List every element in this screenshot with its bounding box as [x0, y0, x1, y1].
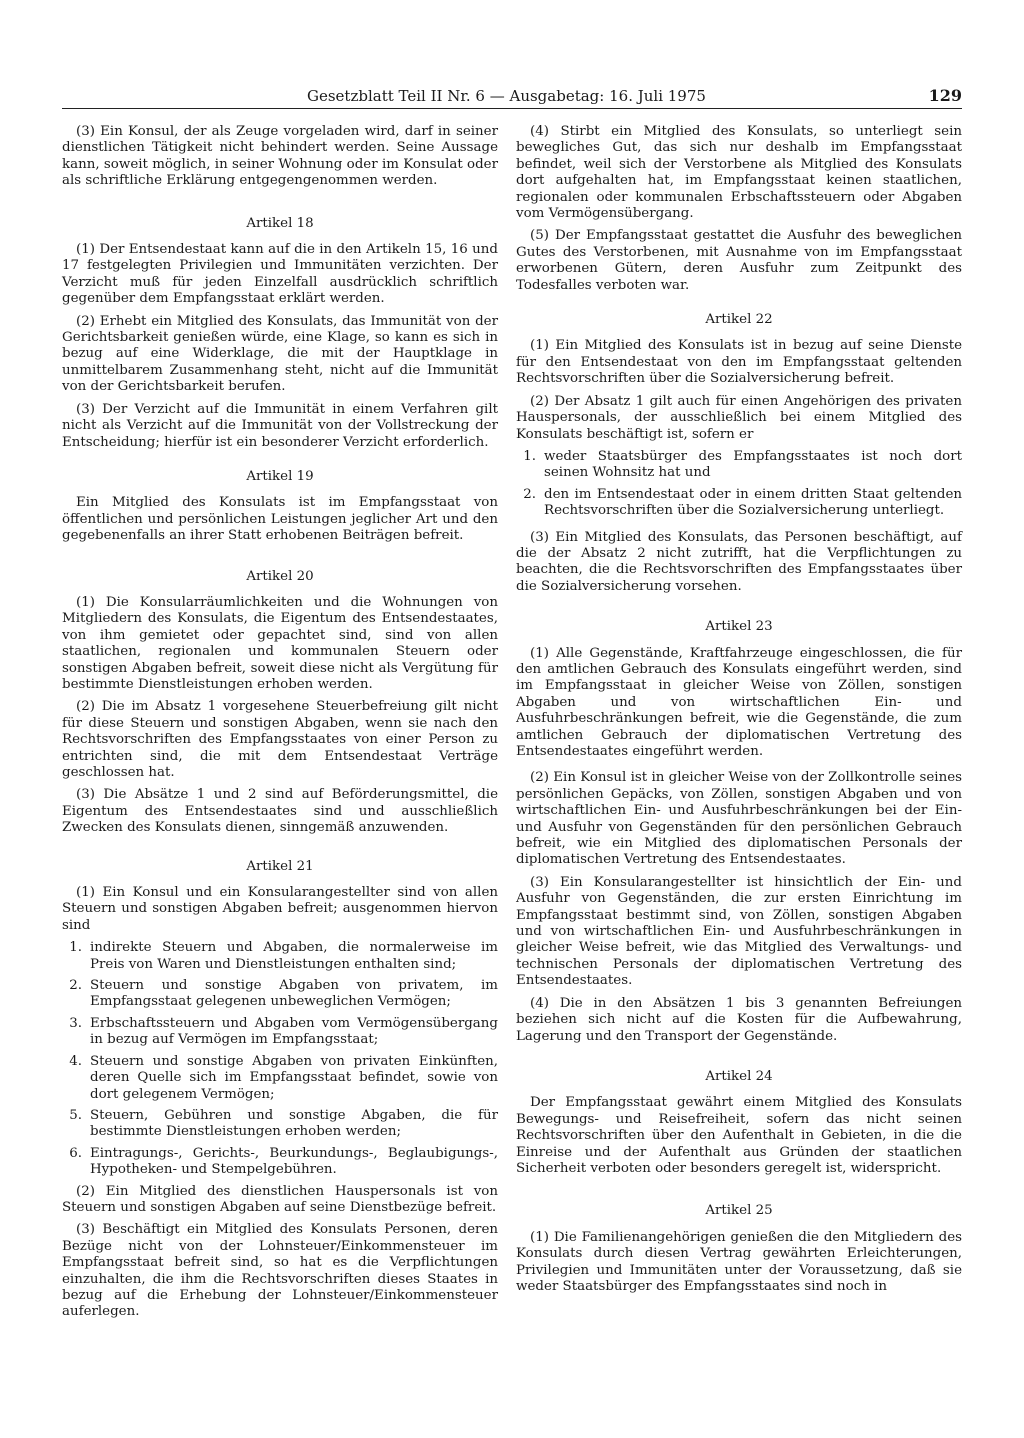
page-header	[62, 86, 962, 109]
list-item	[62, 978, 498, 1011]
article-22-heading: Artikel 22	[705, 312, 773, 328]
article-25-paragraph-1: (1) Die Familienangehörigen genießen die den Mitgliedern des Konsulats durch diesen Vertrag gewährten Erleichterungen, Privilegien und Immunitäten unter der Voraussetzung, daß sie weder Staatsbürger des Empfangsstaates sind noch in	[516, 1229, 962, 1294]
article-23-paragraph-3: (3) Ein Konsularangestellter ist hinsichtlich der Ein- und Ausfuhr von Gegenständen, die zur ersten Einrichtung im Empfangsstaat bestimmt sind, von Zöllen, sonstigen Abgaben und von wirtschaftlichen Ein- und Ausfuhrbeschränkungen in gleicher Weise befreit, wie das Mitglied des Verwaltungs- und technischen Personals der diplomatischen Vertretung des Entsendestaates.	[516, 874, 962, 989]
list-item-text: weder Staatsbürger des Empfangsstaates ist noch dort seinen Wohnsitz hat und	[544, 448, 962, 481]
article-23-paragraph-4: (4) Die in den Absätzen 1 bis 3 genannten Befreiungen beziehen sich nicht auf die Kosten für die Aufbewahrung, Lagerung und den Transport der Gegenstände.	[516, 995, 962, 1044]
article-23-paragraph-2: (2) Ein Konsul ist in gleicher Weise von der Zollkontrolle seines persönlichen Gepäcks, von Zöllen, sonstigen Abgaben und von wirtschaftlichen Ein- und Ausfuhrbeschränkungen bei der Ein- und Ausfuhr von Gegenständen für den persönlichen Gebrauch befreit, wie ein Mitglied des diplomatischen Personals der diplomatischen Vertretung des Entsendestaates.	[516, 770, 962, 868]
page-number: 129	[928, 86, 962, 105]
article-21-paragraph-2: (2) Ein Mitglied des dienstlichen Hauspersonals ist von Steuern und sonstigen Abgaben auf seine Dienstbezüge befreit.	[62, 1183, 498, 1215]
list-item	[62, 1016, 498, 1049]
list-item-text: den im Entsendestaat oder in einem dritten Staat geltenden Rechtsvorschriften über die Sozialversicherung unterliegt.	[544, 486, 962, 519]
list-item-text: Steuern, Gebühren und sonstige Abgaben, die für bestimmte Dienstleistungen erhoben werden;	[90, 1107, 498, 1140]
article-22-paragraph-3: (3) Ein Mitglied des Konsulats, das Personen beschäftigt, auf die der Absatz 2 nicht zutrifft, hat die Verpflichtungen zu beachten, die die Rechtsvorschriften des Empfangsstaates über die Sozialversicherung vorsehen.	[516, 529, 962, 594]
article-21-heading: Artikel 21	[246, 858, 314, 874]
article-21-paragraph-3: (3) Beschäftigt ein Mitglied des Konsulats Personen, deren Bezüge nicht von der Lohnsteuer/Einkommensteuer im Empfangsstaat befreit sind, so hat es die Verpflichtungen einzuhalten, die ihm die Rechtsvorschriften dieses Staates in bezug auf die Erhebung der Lohnsteuer/Einkommensteuer auferlegen.	[62, 1222, 498, 1320]
article-24-paragraph-1: Der Empfangsstaat gewährt einem Mitglied des Konsulats Bewegungs- und Reisefreiheit, sofern das nicht seinen Rechtsvorschriften über den Aufenthalt in Gebieten, in die die Einreise und der Aufenthalt aus Gründen der staatlichen Sicherheit verboten oder besonders geregelt ist, widerspricht.	[516, 1095, 962, 1176]
list-item-text: Erbschaftssteuern und Abgaben vom Vermögensübergang in bezug auf Vermögen im Empfangsstaat;	[90, 1015, 498, 1048]
article-23-paragraph-1: (1) Alle Gegenstände, Kraftfahrzeuge eingeschlossen, die für den amtlichen Gebrauch des Konsulats eingeführt werden, sind im Empfangsstaat in gleicher Weise von Zöllen, sonstigen Abgaben und von wirtschaftlichen Ein- und Ausfuhrbeschränkungen befreit, wie die Gegenstände, die zum amtlichen Gebrauch der diplomatischen Vertretung des Entsendestaates eingeführt werden.	[516, 645, 962, 759]
article-21-paragraph-1: (1) Ein Konsul und ein Konsularangestellter sind von allen Steuern und sonstigen Abgaben befreit; ausgenommen hiervon sind	[62, 885, 498, 933]
list-item-number: 1.	[523, 448, 536, 464]
list-item-number: 6.	[69, 1145, 82, 1161]
article-22-paragraph-1: (1) Ein Mitglied des Konsulats ist in bezug auf seine Dienste für den Entsendestaat von den im Empfangsstaat geltenden Rechtsvorschriften über die Sozialversicherung befreit.	[516, 338, 962, 387]
list-item	[516, 449, 962, 482]
list-item-text: Steuern und sonstige Abgaben von privatem, im Empfangsstaat gelegenen unbeweglichen Vermögen;	[90, 978, 498, 1010]
article-22-paragraph-2: (2) Der Absatz 1 gilt auch für einen Angehörigen des privaten Hauspersonals, der ausschließlich bei einem Mitglied des Konsulats beschäftigt ist, sofern er	[516, 393, 962, 442]
article-20-heading: Artikel 20	[246, 568, 314, 584]
list-item-number: 2.	[69, 978, 82, 994]
article-18-heading: Artikel 18	[246, 215, 314, 231]
list-item-text: Eintragungs-, Gerichts-, Beurkundungs-, Beglaubigungs-, Hypotheken- und Stempelgebühren.	[90, 1145, 498, 1178]
article-18-paragraph-1: (1) Der Entsendestaat kann auf die in den Artikeln 15, 16 und 17 festgelegten Privilegien und Immunitäten verzichten. Der Verzicht muß für jeden Einzelfall ausdrücklich schriftlich gegenüber dem Empfangsstaat erklärt werden.	[62, 242, 498, 307]
article-17-paragraph-3: (3) Ein Konsul, der als Zeuge vorgeladen wird, darf in seiner dienstlichen Tätigkeit nicht behindert werden. Seine Aussage kann, soweit möglich, in seiner Wohnung oder im Konsulat oder als schriftliche Erklärung entgegengenommen werden.	[62, 124, 498, 189]
right-column	[516, 124, 962, 1301]
article-24-heading: Artikel 24	[705, 1068, 773, 1084]
list-item-number: 2.	[523, 486, 536, 502]
list-item-number: 3.	[69, 1015, 82, 1031]
list-item-number: 1.	[69, 940, 82, 956]
list-item	[516, 487, 962, 520]
article-21-paragraph-5: (5) Der Empfangsstaat gestattet die Ausfuhr des beweglichen Gutes des Verstorbenen, mit Ausnahme von im Empfangsstaat erworbenen Gütern, deren Ausfuhr zum Zeitpunkt des Todesfalles verboten war.	[516, 228, 962, 293]
article-19-paragraph-1: Ein Mitglied des Konsulats ist im Empfangsstaat von öffentlichen und persönlichen Leistungen jeglicher Art und den gegebenenfalls an ihrer Statt erhobenen Beiträgen befreit.	[62, 495, 498, 544]
article-23-heading: Artikel 23	[705, 619, 773, 635]
article-19-heading: Artikel 19	[246, 468, 314, 484]
left-column	[62, 124, 498, 1327]
list-item	[62, 1108, 498, 1141]
list-item-text: indirekte Steuern und Abgaben, die normalerweise im Preis von Waren und Dienstleistungen enthalten sind;	[90, 940, 498, 972]
article-18-paragraph-2: (2) Erhebt ein Mitglied des Konsulats, das Immunität von der Gerichtsbarkeit genießen würde, eine Klage, so kann es sich in bezug auf eine Widerklage, die mit der Hauptklage in unmittelbarem Zusammenhang steht, nicht auf die Immunität von der Gerichtsbarkeit berufen.	[62, 313, 498, 395]
article-20-paragraph-3: (3) Die Absätze 1 und 2 sind auf Beförderungsmittel, die Eigentum des Entsendestaates sind und ausschließlich Zwecken des Konsulats dienen, sinngemäß anzuwenden.	[62, 787, 498, 836]
list-item	[62, 940, 498, 973]
list-item-number: 5.	[69, 1107, 82, 1123]
list-item	[62, 1054, 498, 1103]
article-20-paragraph-2: (2) Die im Absatz 1 vorgesehene Steuerbefreiung gilt nicht für diese Steuern und sonstigen Abgaben, wenn sie nach den Rechtsvorschriften des Empfangsstaates von einer Person zu entrichten sind, die mit dem Entsendestaat Verträge geschlossen hat.	[62, 699, 498, 780]
running-title: Gesetzblatt Teil II Nr. 6 — Ausgabetag: 16. Juli 1975	[307, 87, 706, 105]
list-item-number: 4.	[69, 1053, 82, 1069]
article-21-paragraph-4: (4) Stirbt ein Mitglied des Konsulats, so unterliegt sein bewegliches Gut, das sich nur deshalb im Empfangsstaat befindet, weil sich der Verstorbene als Mitglied des Konsulats dort aufgehalten hat, im Empfangsstaat keinen staatlichen, regionalen oder kommunalen Erbschaftssteuern oder Abgaben vom Vermögensübergang.	[516, 124, 962, 222]
article-25-heading: Artikel 25	[705, 1203, 773, 1219]
article-20-paragraph-1: (1) Die Konsularräumlichkeiten und die Wohnungen von Mitgliedern des Konsulats, die Eigentum des Entsendestaates, von ihm gemietet oder gepachtet sind, sind von allen staatlichen, regionalen und kommunalen Steuern oder sonstigen Abgaben befreit, soweit diese nicht als Vergütung für bestimmte Dienstleistungen erhoben werden.	[62, 594, 498, 692]
list-item-text: Steuern und sonstige Abgaben von privaten Einkünften, deren Quelle sich im Empfangsstaat befindet, sowie von dort gelegenem Vermögen;	[90, 1053, 498, 1102]
list-item	[62, 1146, 498, 1179]
article-18-paragraph-3: (3) Der Verzicht auf die Immunität in einem Verfahren gilt nicht als Verzicht auf die Immunität von der Vollstreckung der Entscheidung; hierfür ist ein besonderer Verzicht erforderlich.	[62, 401, 498, 450]
